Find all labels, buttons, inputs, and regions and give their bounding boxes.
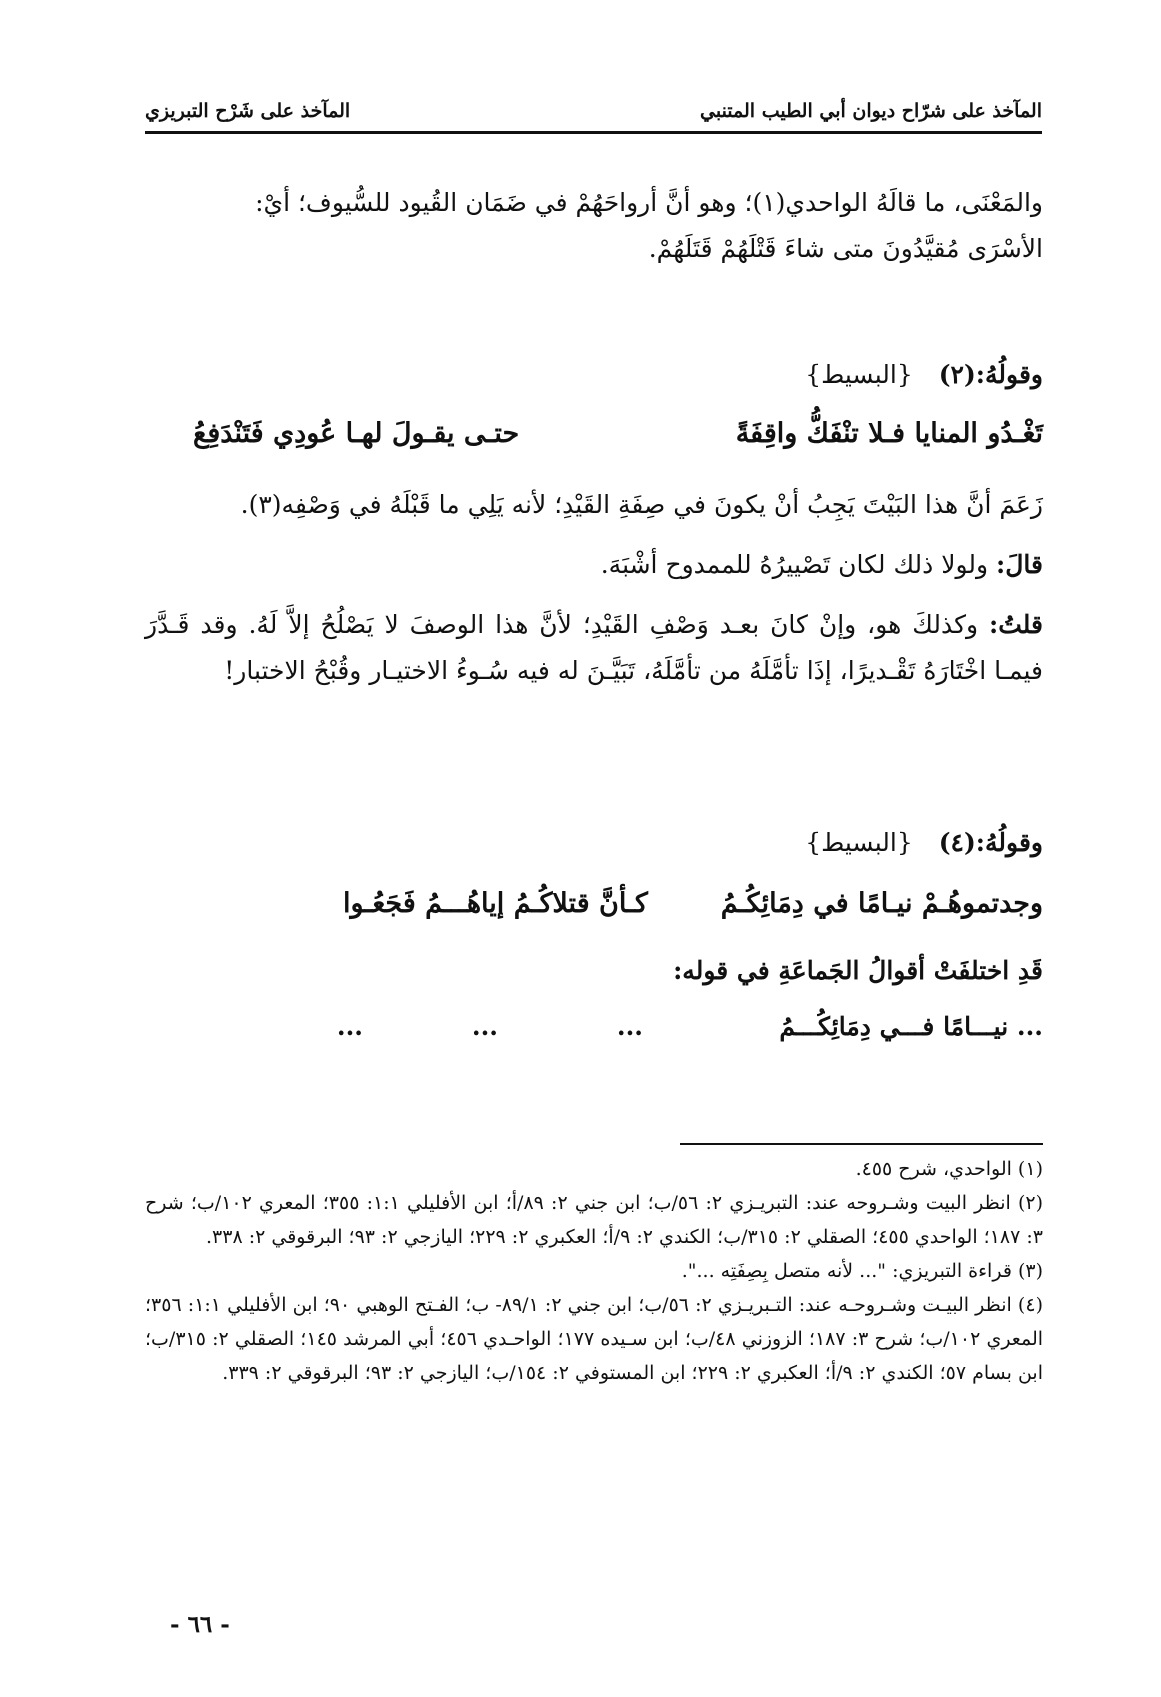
verse-intro <box>805 360 1043 389</box>
paragraph-line: والمَعْنَى، ما قالَهُ الواحدي(١)؛ وهو أنَّ أرواحَهُمْ في ضَمَان القُيود للسُّيوف؛ أيْ: <box>255 188 1043 217</box>
qultu-label: قلتُ: <box>988 610 1043 639</box>
verse-intro <box>805 828 1043 857</box>
footnote: (٤) انظر البيـت وشـروحـه عند: التـبريـزي ٢: ٥٦/ب؛ ابن جني ٢: ٨٩/١- ب؛ الفـتح الوهبي ٩٠؛ ابن الأفليلي ١:١: ٣٥٦؛ المعري ١٠٢/ب؛ شرح ٣: ١٨٧؛ الزوزني ٤٨/ب؛ ابن سـيده ١٧٧؛ الواحـدي ٤٥٦؛ أبي المرشد ١٤٥؛ الصقلي ٢: ٣١٥/ب؛ ابن بسام ٥٧؛ الكندي ٢: ٩/أ؛ العكبري ٢: ٢٢٩؛ ابن المستوفي ٢: ١٥٤/ب؛ اليازجي ٢: ٩٣؛ البرقوقي ٢: ٣٣٩. <box>145 1294 1044 1384</box>
qultu-text: وكذلكَ هو، وإنْ كانَ بعـد وَصْفِ القَيْدِ؛ لأنَّ هذا الوصفَ لا يَصْلُحُ إلاَّ لَهُ. وقد قَـدَّرَ فيمـا اخْتَارَهُ تَقْـديرًا، إذَا تأمَّلَهُ من تأمَّلَهُ، تَبَيَّـنَ له فيه سُـوءُ الاختيـار وقُبْحُ الاختبار! <box>145 610 1043 685</box>
paragraph-line: الأسْرَى مُقيَّدُونَ متى شاءَ قَتْلَهُمْ قَتَلَهُمْ. <box>648 234 1043 263</box>
header-rule <box>145 131 1042 134</box>
verse-meter: {البسيط} <box>805 828 913 857</box>
paragraph-qultu <box>145 602 1043 694</box>
verse-intro-label: وقولُهُ:(٢) <box>938 360 1043 389</box>
quoted-hemistich-line <box>193 1012 1043 1052</box>
verse-meter: {البسيط} <box>805 360 913 389</box>
paragraph-qala <box>145 542 1043 588</box>
ellipsis: ... <box>336 1012 363 1041</box>
ellipsis: ... <box>471 1012 498 1041</box>
verse-first-hemistich: تَغْـدُو المنايا فـلا تنْفَكُّ واقِفَةً <box>735 418 1043 449</box>
footnote-rule <box>680 1143 1043 1145</box>
verse-first-hemistich: وجدتموهُـمْ نيـامًا في دِمَائِكُـمُ <box>720 888 1043 919</box>
footnote: (٣) قراءة التبريزي: "... لأنه متصل بِصِفَتِه ...". <box>681 1260 1043 1282</box>
verse-second-hemistich: حتـى يقـولَ لهـا عُودِي فَتَنْدَفِعُ <box>193 418 520 449</box>
paragraph-disagreement: قَدِ اختلفَتْ أقوالُ الجَماعَةِ في قوله: <box>673 956 1043 985</box>
paragraph-claim: زَعَمَ أنَّ هذا البَيْتَ يَجِبُ أنْ يكونَ في صِفَةِ القَيْدِ؛ لأنه يَلِي ما قَبْلَهُ في وَصْفِه(٣). <box>240 490 1043 519</box>
header-section-title: المآخذ على شَرْح التبريزي <box>145 100 351 122</box>
qala-text: ولولا ذلك لكان تَصْييرُهُ للممدوح أشْبَهَ. <box>600 550 989 579</box>
footnotes <box>145 1152 1043 1390</box>
running-header <box>145 92 1042 134</box>
verse-line <box>193 418 1043 464</box>
verse-second-hemistich: كـأنَّ قتلاكُـمُ إياهُـــمُ فَجَعُـوا <box>343 888 648 919</box>
quoted-hemistich: ... نيـــامًا فـــي دِمَائِكُـــمُ <box>779 1012 1043 1041</box>
header-book-title: المآخذ على شرّاح ديوان أبي الطيب المتنبي <box>700 100 1042 122</box>
qala-label: قالَ: <box>996 550 1043 579</box>
ellipsis: ... <box>616 1012 643 1041</box>
page-number: - ٦٦ - <box>170 1611 230 1638</box>
footnote: (١) الواحدي، شرح ٤٥٥. <box>855 1158 1043 1180</box>
paragraph-meaning <box>145 180 1043 272</box>
footnote: (٢) انظر البيت وشـروحه عند: التبريـزي ٢: ٥٦/ب؛ ابن جني ٢: ٨٩/أ؛ ابن الأفليلي ١:١: ٣٥٥؛ المعري ١٠٢/ب؛ شرح ٣: ١٨٧؛ الواحدي ٤٥٥؛ الصقلي ٢: ٣١٥/ب؛ الكندي ٢: ٩/أ؛ العكبري ٢: ٢٢٩؛ اليازجي ٢: ٩٣؛ البرقوقي ٢: ٣٣٨. <box>145 1192 1044 1248</box>
verse-line <box>193 888 1043 934</box>
verse-intro-label: وقولُهُ:(٤) <box>938 828 1043 857</box>
